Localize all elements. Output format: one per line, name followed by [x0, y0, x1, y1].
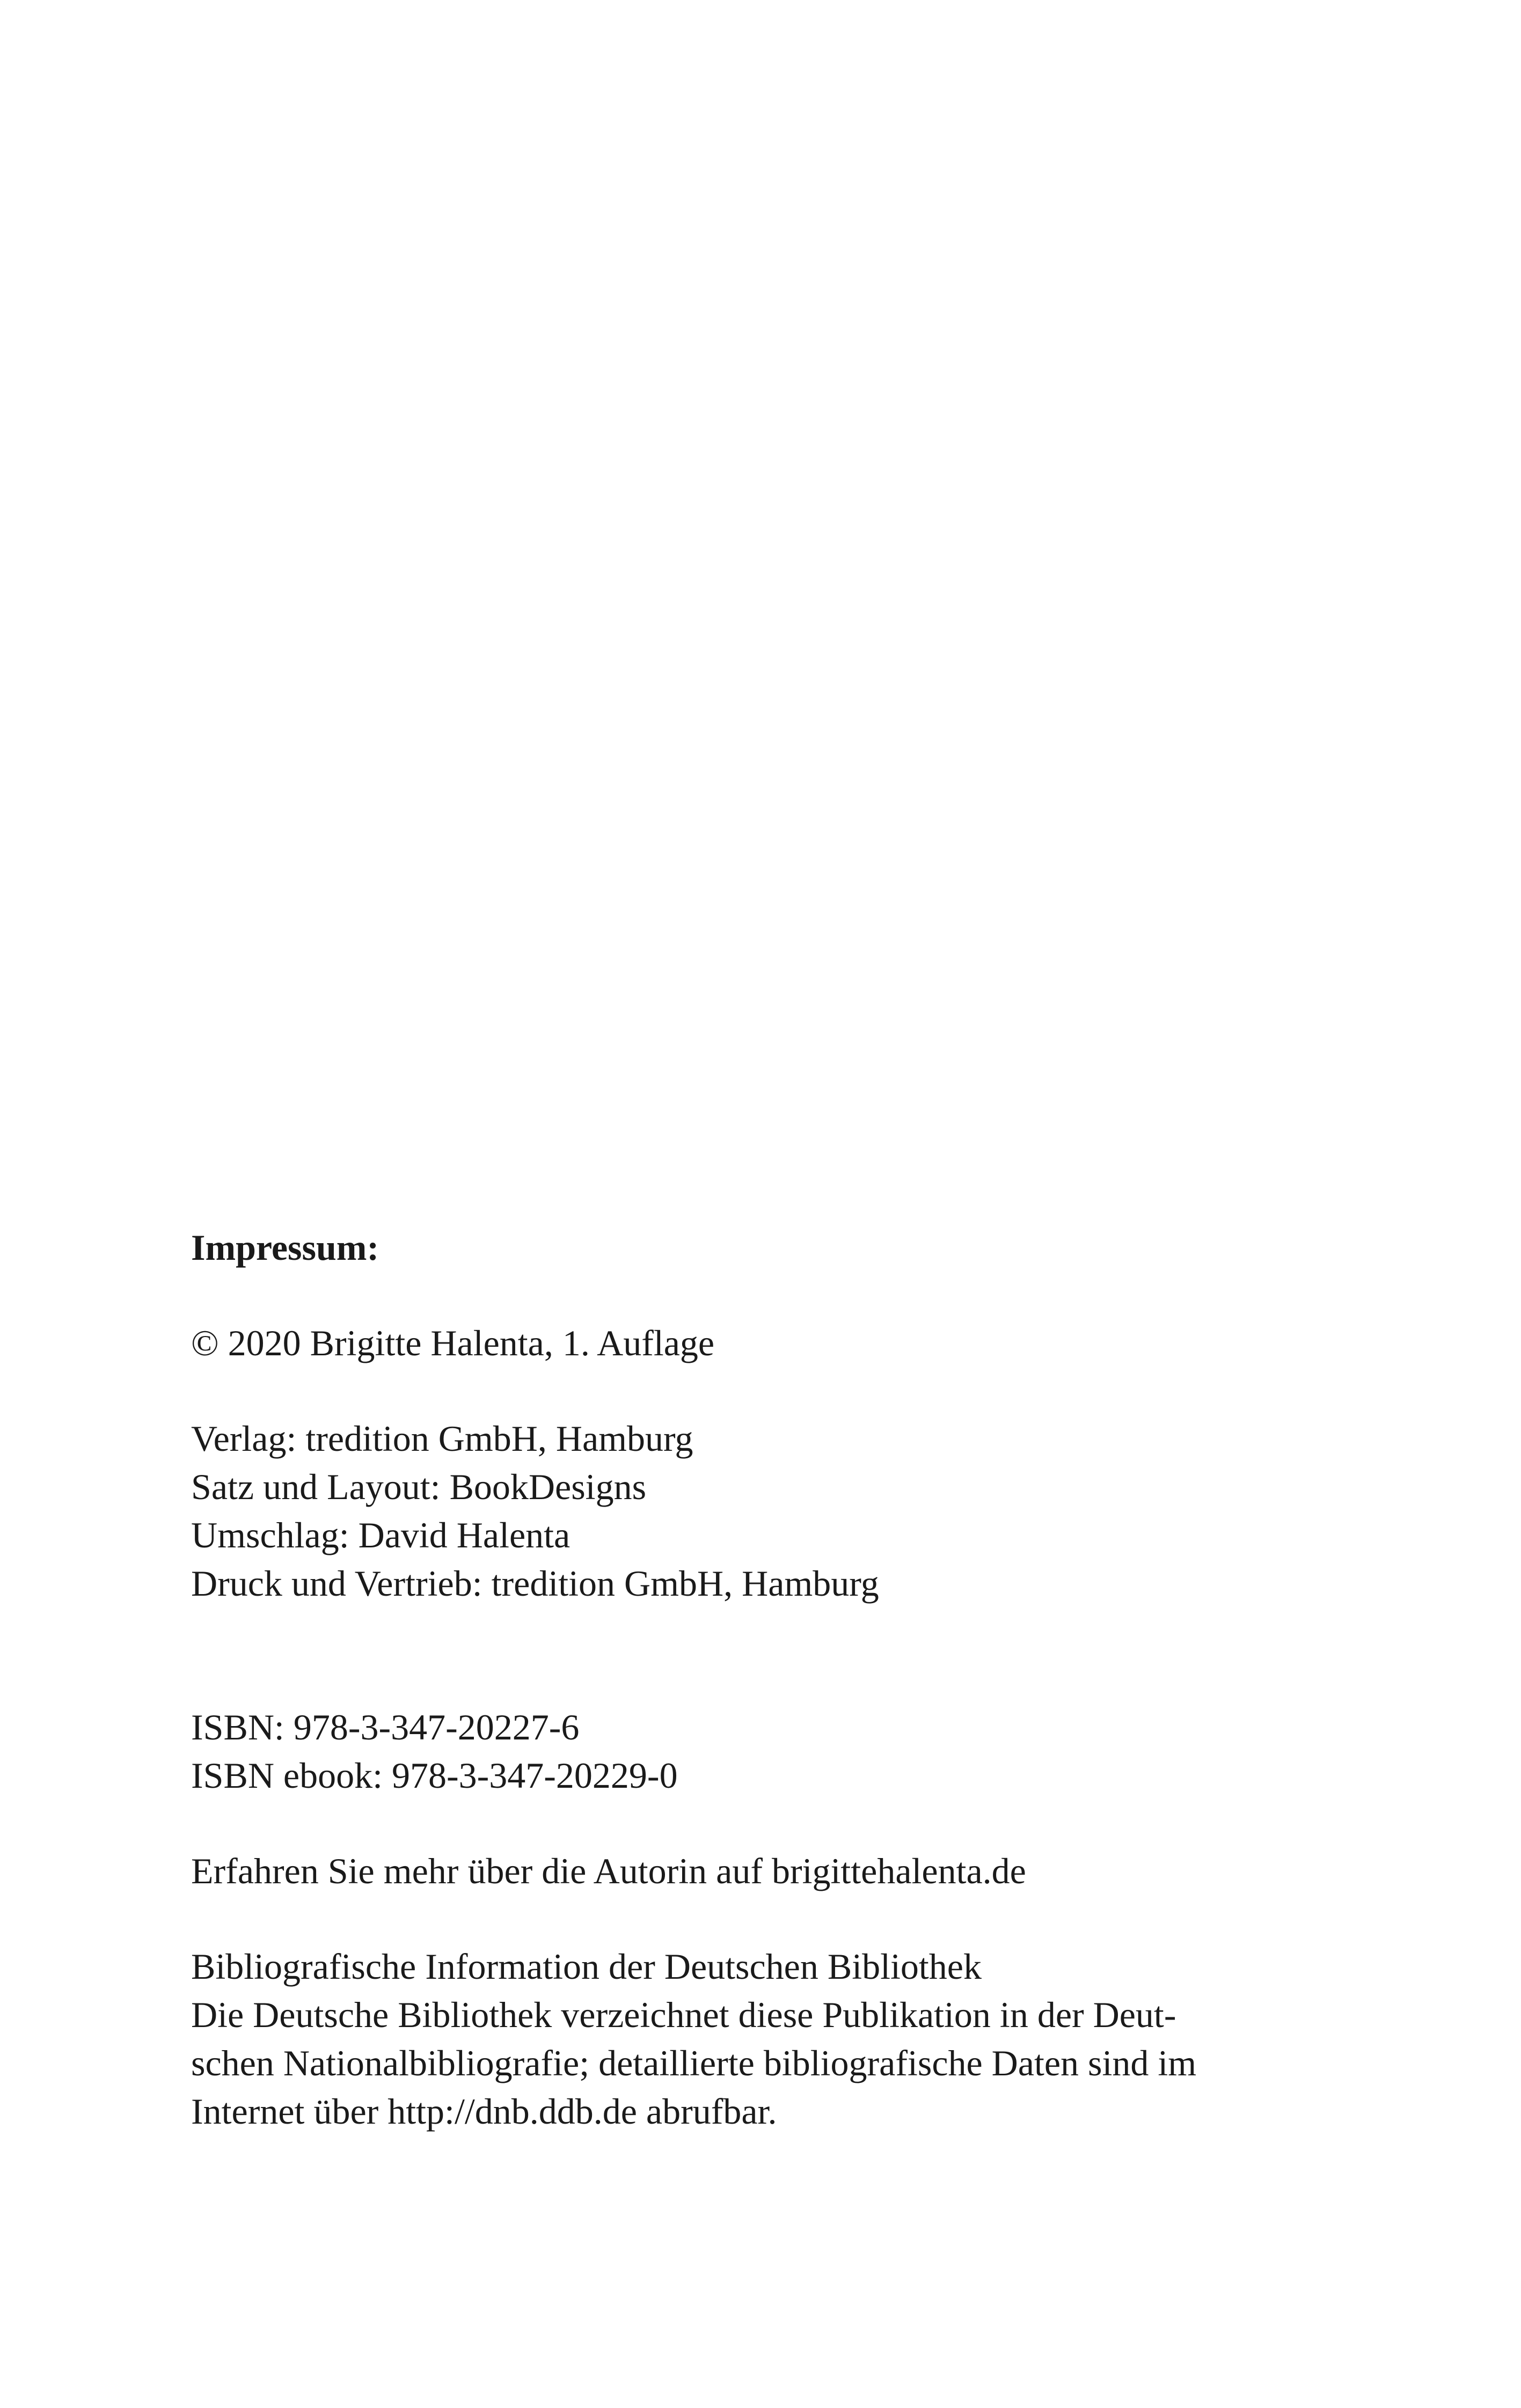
bibliographic-title: Bibliografische Information der Deutschen Bibliothek: [191, 1946, 982, 1987]
isbn-print: ISBN: 978-3-347-20227-6: [191, 1707, 580, 1748]
author-info-line: Erfahren Sie mehr über die Autorin auf brigittehalenta.de: [191, 1851, 1026, 1891]
bibliographic-line: Die Deutsche Bibliothek verzeichnet diese Publikation in der Deut-: [191, 1994, 1176, 2035]
bibliographic-line: schen Nationalbibliografie; detaillierte bibliografische Daten sind im: [191, 2043, 1197, 2083]
isbn-section: [191, 1703, 1318, 1800]
credits-section: [191, 1414, 1318, 1607]
bibliographic-line: Internet über http://dnb.ddb.de abrufbar.: [191, 2091, 777, 2132]
credit-typesetting: Satz und Layout: BookDesigns: [191, 1466, 647, 1507]
copyright-line: © 2020 Brigitte Halenta, 1. Auflage: [191, 1323, 715, 1363]
credit-cover: Umschlag: David Halenta: [191, 1515, 571, 1555]
impressum-block: [191, 1223, 1318, 2135]
impressum-heading: Impressum:: [191, 1227, 379, 1268]
bibliographic-section: [191, 1942, 1318, 2135]
isbn-ebook: ISBN ebook: 978-3-347-20229-0: [191, 1755, 678, 1796]
credit-publisher: Verlag: tredition GmbH, Hamburg: [191, 1418, 693, 1459]
credit-printing: Druck und Vertrieb: tredition GmbH, Hamburg: [191, 1563, 879, 1604]
